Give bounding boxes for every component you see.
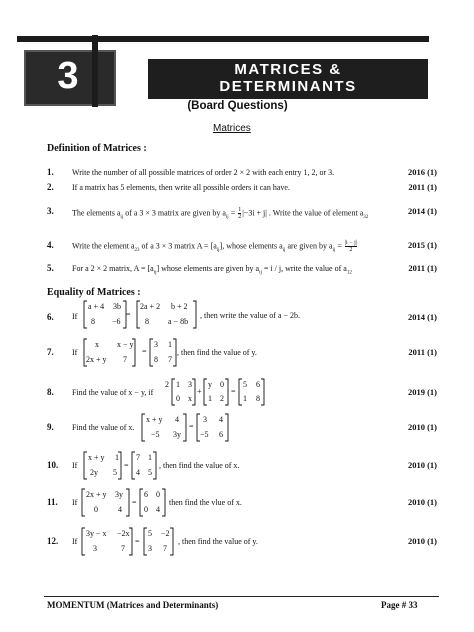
equals-sign: = [142, 347, 147, 356]
question-text: Write the number of all possible matrices of order 2 × 2 with each entry 1, 2, or 3. [72, 168, 335, 177]
question-year: 2010 (1) [407, 422, 437, 432]
question-year: 2010 (1) [407, 497, 437, 507]
matrix-cell: 3 [203, 415, 207, 424]
matrix-cell: 6 [256, 380, 260, 389]
if-label: If [72, 498, 78, 507]
matrix-cell: x + y [88, 453, 105, 462]
matrix-cell: 7 [136, 453, 140, 462]
matrix-cell: −2 [161, 529, 170, 538]
equals-sign: = [132, 498, 137, 507]
question-number: 8. [47, 387, 54, 397]
matrix-cell: 2x + y [86, 490, 107, 499]
question-number: 5. [47, 263, 54, 273]
question-text: , then find the value of y. [178, 537, 258, 546]
question-number: 4. [47, 240, 54, 250]
definition-heading: Definition of Matrices : [47, 143, 147, 154]
matrix-cell: 2x + y [86, 355, 107, 364]
matrix-cell: 8 [145, 317, 149, 326]
matrix-cell: 7 [121, 544, 125, 553]
question-text: Find the value of x. [72, 423, 135, 432]
subtitle: (Board Questions) [187, 100, 288, 112]
matrix-cell: 7 [168, 355, 172, 364]
matrix-cell: 4 [118, 505, 122, 514]
matrix-cell: 3 [148, 544, 152, 553]
equality-heading: Equality of Matrices : [47, 287, 141, 298]
matrix-cell: 5 [148, 529, 152, 538]
if-label: If [72, 461, 78, 470]
matrix-cell: 1 [168, 340, 172, 349]
footer-left: MOMENTUM (Matrices and Determinants) [47, 600, 219, 610]
plus-sign: + [197, 387, 202, 396]
matrix-cell: 1 [176, 380, 180, 389]
question-text: The elements $a_{ij}$ of a 3 × 3 matrix are given by $a_{ij}$ = $\frac{1}{2}$ |−3i + j| . Write the value of element $a_{32}$ [72, 207, 369, 220]
equals-sign: = [231, 387, 236, 396]
question-text: For a 2 × 2 matrix, $A = [a_{ij}]$ whose elements are given by $a_{ij} = i / j$, write the value of $a_{12}$ [72, 264, 352, 276]
question-year: 2015 (1) [407, 240, 437, 250]
chapter-number: 3 [57, 55, 79, 97]
matrix-cell: 5 [148, 468, 152, 477]
matrix-cell: 0 [94, 505, 98, 514]
matrix-cell: x [188, 394, 192, 403]
coefficient: 2 [165, 380, 169, 389]
matrix-cell: 3 [93, 544, 97, 553]
matrix-cell: 2y [90, 468, 98, 477]
matrix-cell: 0 [144, 505, 148, 514]
if-label: If [72, 348, 78, 357]
matrix-cell: 2 [220, 394, 224, 403]
matrix-cell: 6 [144, 490, 148, 499]
matrix-cell: 8 [154, 355, 158, 364]
matrix-cell: 1 [208, 394, 212, 403]
matrix-cell: 3b [113, 302, 121, 311]
question-year: 2011 (1) [408, 263, 437, 273]
equals-sign: = [135, 537, 140, 546]
question-text: Find the value of x − y, if [72, 388, 154, 397]
if-label: If [72, 312, 78, 321]
equals-sign: = [189, 422, 194, 431]
matrix-cell: b + 2 [171, 302, 188, 311]
matrix-cell: 0 [156, 490, 160, 499]
question-year: 2019 (1) [407, 387, 437, 397]
matrix-cell: 0 [176, 394, 180, 403]
question-number: 2. [47, 182, 54, 192]
matrix-cell: 1 [115, 453, 119, 462]
matrix-cell: −5 [151, 430, 160, 439]
equals-sign: = [124, 461, 129, 470]
matrix-cell: 3y [115, 490, 123, 499]
question-text: , then find the value of y. [177, 348, 257, 357]
question-text: then find the vlue of x. [169, 498, 242, 507]
section-heading: Matrices [213, 123, 251, 134]
matrix-cell: 1 [148, 453, 152, 462]
matrix-cell: 4 [136, 468, 140, 477]
matrix-cell: −6 [112, 317, 121, 326]
chapter-title-line1: MATRICES & [234, 61, 342, 78]
matrix-cell: 0 [220, 380, 224, 389]
matrix-cell: −5 [200, 430, 209, 439]
question-year: 2010 (1) [407, 536, 437, 546]
matrix-cell: 5 [243, 380, 247, 389]
question-number: 9. [47, 422, 54, 432]
matrix-cell: 4 [175, 415, 179, 424]
matrix-cell: 2a + 2 [140, 302, 161, 311]
question-year: 2011 (1) [408, 347, 437, 357]
matrix-cell: x [95, 340, 99, 349]
matrix-cell: 5 [113, 468, 117, 477]
equals-sign: = [126, 310, 131, 319]
matrix-cell: 3 [154, 340, 158, 349]
matrix-cell: a − 8b [168, 317, 189, 326]
question-year: 2014 (1) [407, 206, 437, 216]
footer-page-number: Page # 33 [381, 600, 418, 610]
question-text: , then find the value of x. [159, 461, 240, 470]
question-year: 2011 (1) [408, 182, 437, 192]
question-number: 7. [47, 347, 54, 357]
matrix-cell: 4 [156, 505, 160, 514]
matrix-cell: 6 [219, 430, 223, 439]
matrix-cell: 8 [256, 394, 260, 403]
question-year: 2016 (1) [407, 167, 437, 177]
question-number: 10. [47, 460, 59, 470]
question-number: 6. [47, 312, 54, 322]
matrix-cell: 3y [173, 430, 181, 439]
question-year: 2010 (1) [407, 460, 437, 470]
matrix-cell: x + y [146, 415, 163, 424]
matrix-cell: 7 [163, 544, 167, 553]
matrix-cell: 8 [91, 317, 95, 326]
question-text: If a matrix has 5 elements, then write all possible orders it can have. [72, 183, 290, 192]
matrix-cell: 7 [123, 355, 127, 364]
matrix-cell: −2x [117, 529, 130, 538]
question-text: Write the element $a_{23}$ of a 3 × 3 matrix $A = [a_{ij}]$, whose elements $a_{ij}$ are given by $a_{ij}$ = $\frac{|i - j|}{2}$ [72, 240, 357, 253]
matrix-cell: 1 [243, 394, 247, 403]
matrix-cell: 3y − x [86, 529, 107, 538]
question-number: 1. [47, 167, 54, 177]
matrix-cell: 4 [219, 415, 223, 424]
question-number: 12. [47, 536, 59, 546]
question-number: 3. [47, 206, 54, 216]
question-number: 11. [47, 497, 58, 507]
footer-rule [44, 596, 439, 597]
chapter-title-line2: DETERMINANTS [219, 78, 357, 95]
if-label: If [72, 537, 78, 546]
question-year: 2014 (1) [407, 312, 437, 322]
matrix-cell: 3 [188, 380, 192, 389]
matrix-cell: x − y [117, 340, 134, 349]
matrix-cell: a + 4 [88, 302, 105, 311]
matrix-cell: y [208, 380, 212, 389]
question-text: , then write the value of a − 2b. [200, 311, 301, 320]
